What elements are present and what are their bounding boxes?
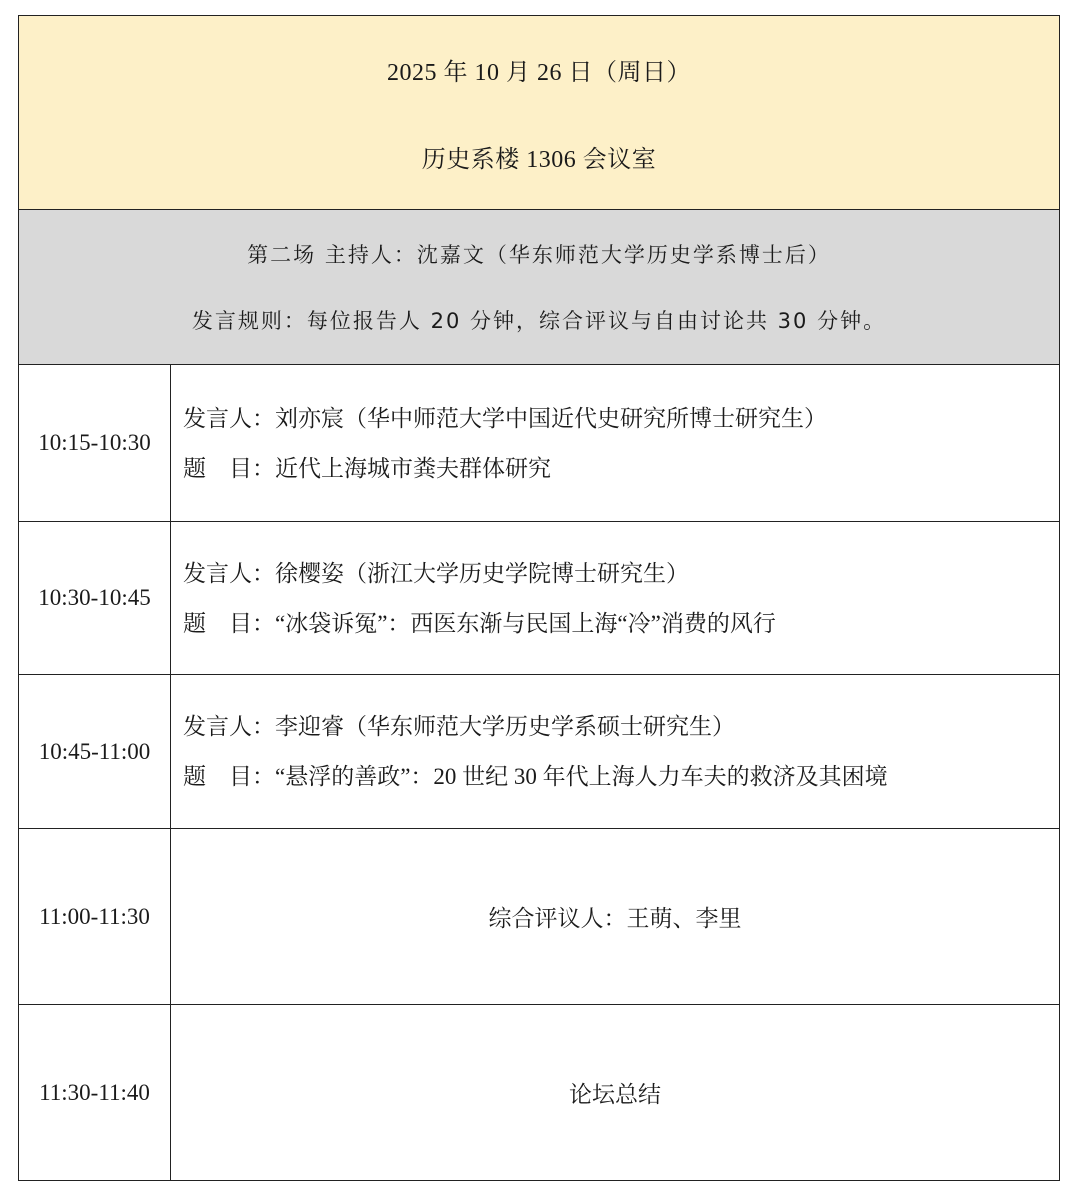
speaker-name: 徐樱姿（浙江大学历史学院博士研究生） xyxy=(275,560,689,586)
speaker-label: 发言人： xyxy=(183,560,275,586)
topic-line xyxy=(183,765,1059,788)
table-row xyxy=(19,1005,1060,1181)
speaker-label: 发言人： xyxy=(183,405,275,431)
time-slot: 10:30-10:45 xyxy=(19,522,171,675)
speaker-name: 刘亦宸（华中师范大学中国近代史研究所博士研究生） xyxy=(275,405,827,431)
time-slot: 10:45-11:00 xyxy=(19,675,171,829)
session-title: 第二场 主持人：沈嘉文（华东师范大学历史学系博士后） xyxy=(247,243,831,267)
topic-title: “冰袋诉冤”：西医东渐与民国上海“冷”消费的风行 xyxy=(275,610,776,636)
speaker-name: 李迎睿（华东师范大学历史学系硕士研究生） xyxy=(275,714,735,739)
session-rules: 发言规则：每位报告人 20 分钟，综合评议与自由讨论共 30 分钟。 xyxy=(191,309,887,333)
header-row xyxy=(19,16,1060,210)
review-cell: 综合评议人：王萌、李里 xyxy=(171,829,1060,1005)
session-cell xyxy=(19,210,1060,365)
speaker-line xyxy=(183,562,1059,585)
speaker-line xyxy=(183,715,1059,738)
speaker-label: 发言人： xyxy=(183,714,275,739)
topic-line xyxy=(183,457,1059,480)
topic-label: 题 目： xyxy=(183,610,275,636)
topic-title: 近代上海城市粪夫群体研究 xyxy=(275,455,551,481)
table-row xyxy=(19,365,1060,522)
summary-cell: 论坛总结 xyxy=(171,1005,1060,1181)
table-row xyxy=(19,675,1060,829)
talk-details xyxy=(171,365,1060,522)
time-slot: 11:30-11:40 xyxy=(19,1005,171,1181)
speaker-line xyxy=(183,407,1059,430)
session-row xyxy=(19,210,1060,365)
topic-title: “悬浮的善政”：20 世纪 30 年代上海人力车夫的救济及其困境 xyxy=(275,764,888,789)
table-row xyxy=(19,829,1060,1005)
time-slot: 11:00-11:30 xyxy=(19,829,171,1005)
talk-details xyxy=(171,675,1060,829)
event-date: 2025 年 10 月 26 日（周日） xyxy=(387,59,691,86)
header-cell xyxy=(19,16,1060,210)
table-row xyxy=(19,522,1060,675)
topic-label: 题 目： xyxy=(183,455,275,481)
time-slot: 10:15-10:30 xyxy=(19,365,171,522)
topic-label: 题 目： xyxy=(183,764,275,789)
talk-details xyxy=(171,522,1060,675)
event-venue: 历史系楼 1306 会议室 xyxy=(421,146,657,173)
topic-line xyxy=(183,612,1059,635)
schedule-table xyxy=(18,15,1060,1181)
